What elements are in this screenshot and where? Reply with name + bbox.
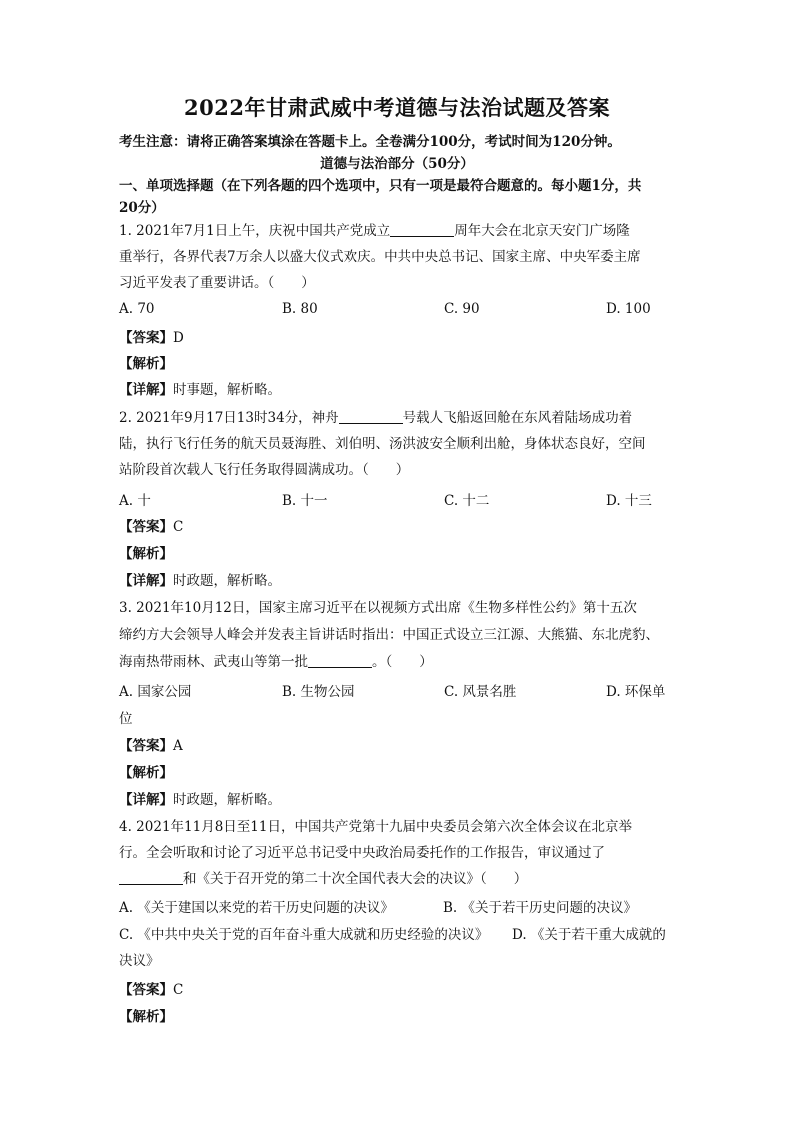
q4-stem-line1: 4. 2021年11月8日至11日，中国共产党第十九届中央委员会第六次全体会议在北京举 xyxy=(119,819,632,835)
q2-option-a: A. 十 xyxy=(119,493,151,509)
q4-option-b: B. 《关于若干历史问题的决议》 xyxy=(443,900,638,916)
q4-option-a: A. 《关于建国以来党的若干历史问题的决议》 xyxy=(119,900,394,916)
q2-analysis: 【解析】 xyxy=(119,546,173,562)
q2-stem-text-b: 号载人飞船返回舱在东风着陆场成功着 xyxy=(402,410,633,426)
q4-option-d-wrap: 决议》 xyxy=(119,953,160,969)
q2-stem-line1 xyxy=(119,406,632,426)
part-title: 道德与法治部分（50分） xyxy=(320,156,474,172)
q1-stem-text-b: 周年大会在北京天安门广场隆 xyxy=(454,223,630,239)
q1-stem-line1 xyxy=(119,219,630,239)
q1-answer: 【答案】D xyxy=(119,330,184,346)
q1-stem-line2: 重举行，各界代表7万余人以盛大仪式欢庆。中共中央总书记、国家主席、中央军委主席 xyxy=(119,249,641,265)
q1-option-d: D. 100 xyxy=(606,301,651,317)
q1-option-b: B. 80 xyxy=(282,301,318,317)
q3-stem-line2: 缔约方大会领导人峰会并发表主旨讲话时指出：中国正式设立三江源、大熊猫、东北虎豹、 xyxy=(119,627,659,643)
q1-stem-text-a: 1. 2021年7月1日上午，庆祝中国共产党成立 xyxy=(119,223,391,239)
q3-stem-line3 xyxy=(119,650,433,670)
q3-analysis: 【解析】 xyxy=(119,765,173,781)
q2-option-d: D. 十三 xyxy=(606,493,652,509)
q1-detail: 【详解】时事题，解析略。 xyxy=(119,382,281,398)
exam-notice: 考生注意：请将正确答案填涂在答题卡上。全卷满分100分，考试时间为120分钟。 xyxy=(119,134,621,150)
q2-option-b: B. 十一 xyxy=(282,493,328,509)
q2-blank xyxy=(339,410,403,424)
q2-answer: 【答案】C xyxy=(119,519,184,535)
q3-detail: 【详解】时政题，解析略。 xyxy=(119,792,281,808)
q3-option-d-wrap: 位 xyxy=(119,711,133,727)
q4-option-d: D. 《关于若干重大成就的 xyxy=(512,927,666,943)
q2-stem-text-a: 2. 2021年9月17日13时34分，神舟 xyxy=(119,410,339,426)
q4-blank xyxy=(119,871,183,885)
q3-stem-line1: 3. 2021年10月12日，国家主席习近平在以视频方式出席《生物多样性公约》第十五次 xyxy=(119,600,637,616)
q4-analysis: 【解析】 xyxy=(119,1009,173,1025)
q3-stem-text-b: 。（ ） xyxy=(372,654,433,670)
q3-stem-text-a: 海南热带雨林、武夷山等第一批 xyxy=(119,654,308,670)
section-heading-line1: 一、单项选择题（在下列各题的四个选项中，只有一项是最符合题意的。每小题1分，共 xyxy=(119,178,642,194)
q3-option-a: A. 国家公园 xyxy=(119,684,192,700)
q3-blank xyxy=(308,654,372,668)
q4-option-c: C. 《中共中央关于党的百年奋斗重大成就和历史经验的决议》 xyxy=(119,927,489,943)
q4-stem-line2: 行。全会听取和讨论了习近平总书记受中央政治局委托作的工作报告，审议通过了 xyxy=(119,845,605,861)
q2-stem-line2: 陆，执行飞行任务的航天员聂海胜、刘伯明、汤洪波安全顺利出舱，身体状态良好，空间 xyxy=(119,436,646,452)
q4-stem-text-b: 和《关于召开党的第二十次全国代表大会的决议》（ ） xyxy=(183,871,528,887)
q1-analysis: 【解析】 xyxy=(119,356,173,372)
q2-detail: 【详解】时政题，解析略。 xyxy=(119,573,281,589)
q2-option-c: C. 十二 xyxy=(444,493,490,509)
q1-option-a: A. 70 xyxy=(119,301,155,317)
q2-stem-line3: 站阶段首次载人飞行任务取得圆满成功。（ ） xyxy=(119,462,410,478)
q4-stem-line3 xyxy=(119,867,527,887)
q3-option-c: C. 风景名胜 xyxy=(444,684,517,700)
q3-option-b: B. 生物公园 xyxy=(282,684,355,700)
q1-option-c: C. 90 xyxy=(444,301,480,317)
q3-option-d: D. 环保单 xyxy=(606,684,666,700)
section-heading-line2: 20分） xyxy=(119,200,165,216)
q3-answer: 【答案】A xyxy=(119,738,183,754)
q4-answer: 【答案】C xyxy=(119,982,184,998)
page-title: 2022年甘肃武威中考道德与法治试题及答案 xyxy=(184,95,610,120)
q1-blank xyxy=(390,223,454,237)
q1-stem-line3: 习近平发表了重要讲话。（ ） xyxy=(119,275,315,291)
